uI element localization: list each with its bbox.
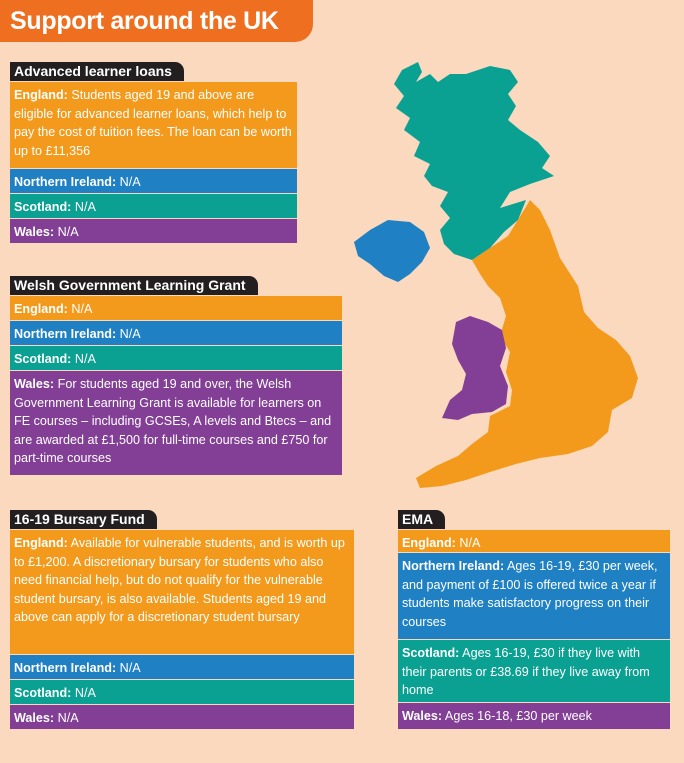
bursary-england-box (10, 530, 354, 654)
ni-text: N/A (116, 175, 141, 189)
wales-label: Wales: (14, 711, 55, 725)
scotland-label: Scotland: (14, 686, 72, 700)
bursary-wales-box (10, 705, 354, 729)
ni-label: Northern Ireland: (14, 661, 117, 675)
wales-label: Wales: (14, 377, 55, 391)
wales-text: N/A (54, 711, 79, 725)
scotland-label: Scotland: (14, 200, 72, 214)
ema-england-box (398, 530, 670, 552)
bursary-scotland-box (10, 680, 354, 704)
section-title-ema: EMA (398, 510, 445, 529)
adv-wales-box (10, 219, 297, 243)
england-text: N/A (455, 536, 481, 550)
wglg-scotland-box (10, 346, 342, 370)
scotland-text: N/A (71, 686, 96, 700)
england-label: England: (14, 302, 68, 316)
ni-text: Ages 16-19, £30 per week, and payment of £100 is offered twice a year if students make satisfactory progress on their courses (402, 559, 658, 629)
adv-ni-box (10, 169, 297, 193)
ni-label: Northern Ireland: (14, 327, 117, 341)
wales-text: Ages 16-18, £30 per week (442, 709, 592, 723)
bursary-ni-box (10, 655, 354, 679)
wglg-wales-box (10, 371, 342, 475)
adv-england-box (10, 82, 297, 168)
wales-label: Wales: (14, 225, 55, 239)
ni-label: Northern Ireland: (402, 559, 505, 573)
section-title-wglg: Welsh Government Learning Grant (10, 276, 258, 295)
scotland-label: Scotland: (14, 352, 72, 366)
section-title-advanced-learner-loans: Advanced learner loans (10, 62, 184, 81)
scotland-text: Ages 16-19, £30 if they live with their parents or £38.69 if they live away from home (402, 646, 650, 698)
ni-text: N/A (116, 327, 141, 341)
scotland-label: Scotland: (402, 646, 460, 660)
england-label: England: (14, 88, 68, 102)
title-banner (0, 0, 313, 42)
ni-text: N/A (116, 661, 141, 675)
section-title-bursary: 16-19 Bursary Fund (10, 510, 157, 529)
wales-region (442, 316, 508, 420)
england-text: N/A (67, 302, 93, 316)
wales-label: Wales: (402, 709, 443, 723)
scotland-text: N/A (71, 352, 96, 366)
uk-map (340, 60, 670, 500)
ema-scotland-box (398, 640, 670, 702)
england-text: Available for vulnerable students, and is worth up to £1,200. A discretionary bursary for students who also need financial help, but do not qualify for the vulnerable student bursary, is also available. Students aged 19 and above can apply for a discretionary student bursary (14, 536, 345, 625)
england-label: England: (402, 536, 456, 550)
wglg-england-box (10, 296, 342, 320)
england-label: England: (14, 536, 68, 550)
adv-scotland-box (10, 194, 297, 218)
northern-ireland-region (354, 220, 430, 282)
scotland-text: N/A (71, 200, 96, 214)
wales-text: N/A (54, 225, 79, 239)
ema-ni-box (398, 553, 670, 639)
ni-label: Northern Ireland: (14, 175, 117, 189)
page-title: Support around the UK (10, 7, 279, 35)
wglg-ni-box (10, 321, 342, 345)
england-text: Students aged 19 and above are eligible for advanced learner loans, which help to pay the cost of tuition fees. The loan can be worth up to £11,356 (14, 88, 292, 158)
ema-wales-box (398, 703, 670, 729)
wales-text: For students aged 19 and over, the Welsh Government Learning Grant is available for learners on FE courses – including GCSEs, A levels and Btecs – and are awarded at £1,500 for full-time courses and £750 for part-time courses (14, 377, 332, 466)
